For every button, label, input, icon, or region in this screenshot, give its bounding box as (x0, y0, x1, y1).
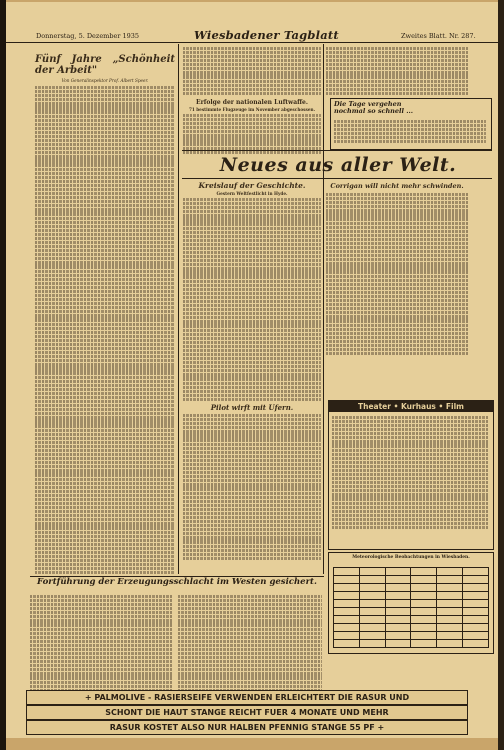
article-corrigan (326, 182, 468, 356)
article-body (326, 47, 468, 95)
article-body (35, 86, 175, 574)
column-rule-1 (178, 44, 179, 574)
article-body (30, 595, 172, 692)
box-title: Theater • Kurhaus • Film (329, 401, 493, 412)
issue-date: Donnerstag, 5. Dezember 1935 (36, 32, 140, 40)
article-byline: Von Generalinspektor Prof. Albert Speer. (61, 78, 149, 83)
article-body (183, 114, 321, 154)
ad-palmolive-line-3: RASUR KOSTET ALSO NUR HALBEN PFENNIG STANGE 55 PF + (26, 720, 468, 735)
ad-palmolive-line-1: + PALMOLIVE - RASIERSEIFE VERWENDEN ERLEICHTERT DIE RASUR UND (26, 690, 468, 705)
article-luftwaffe-intro (183, 46, 321, 155)
article-title: Corrigan will nicht mehr schwinden. (330, 182, 464, 190)
box-die-tage-vergehen (330, 98, 492, 150)
article-title: Pilot wirft mit Ufern. (210, 403, 294, 413)
article-body (183, 198, 321, 401)
box-title: Die Tage vergehen nochmal so schnell ... (334, 100, 414, 115)
box-theater-kurhaus-film (328, 400, 494, 550)
article-col3-top (326, 46, 468, 96)
box-title: Meteorologische Beobachtungen in Wiesbaden. (352, 555, 470, 560)
banner-rule-top (182, 150, 492, 151)
box-meteorologie (328, 552, 494, 654)
article-subtitle: 71 bestimmte Flugzeuge im November abgeschossen. (188, 106, 316, 112)
article-title: Fünf Jahre „Schönheit der Arbeit" (35, 54, 175, 76)
article-body (183, 414, 321, 560)
ad-palmolive-line-2: SCHONT DIE HAUT STANGE REICHT FUER 4 MONATE UND MEHR (26, 705, 468, 720)
article-kreislauf (183, 182, 321, 561)
article-schoenheit-der-arbeit (35, 54, 175, 575)
article-title: Erfolge der nationalen Luftwaffe. (196, 98, 308, 106)
banner-rule-bottom (182, 178, 492, 179)
sheet-number: Zweites Blatt. Nr. 287. (401, 32, 476, 40)
box-body (332, 415, 489, 530)
box-body (334, 119, 486, 144)
weather-table (333, 567, 489, 648)
column-rule-2 (323, 44, 324, 574)
article-body (326, 193, 468, 355)
article-body (183, 47, 321, 95)
newspaper-page (6, 2, 498, 738)
newspaper-title: Wiesbadener Tagblatt (194, 28, 339, 42)
article-body (178, 595, 322, 692)
article-title-fortfuehrung: Fortführung der Erzeugungsschlacht im Westen gesichert. (37, 577, 317, 587)
article-fortfuehrung-col1 (30, 594, 172, 693)
article-fortfuehrung-col2 (178, 594, 322, 693)
page-right-edge (498, 0, 504, 750)
article-subtitle: Gestern Weltfestlicht in Hyde. (216, 191, 288, 196)
article-title: Kreislauf der Geschichte. (198, 181, 306, 190)
section-banner: Neues aus aller Welt. (219, 154, 457, 176)
masthead (6, 28, 498, 43)
